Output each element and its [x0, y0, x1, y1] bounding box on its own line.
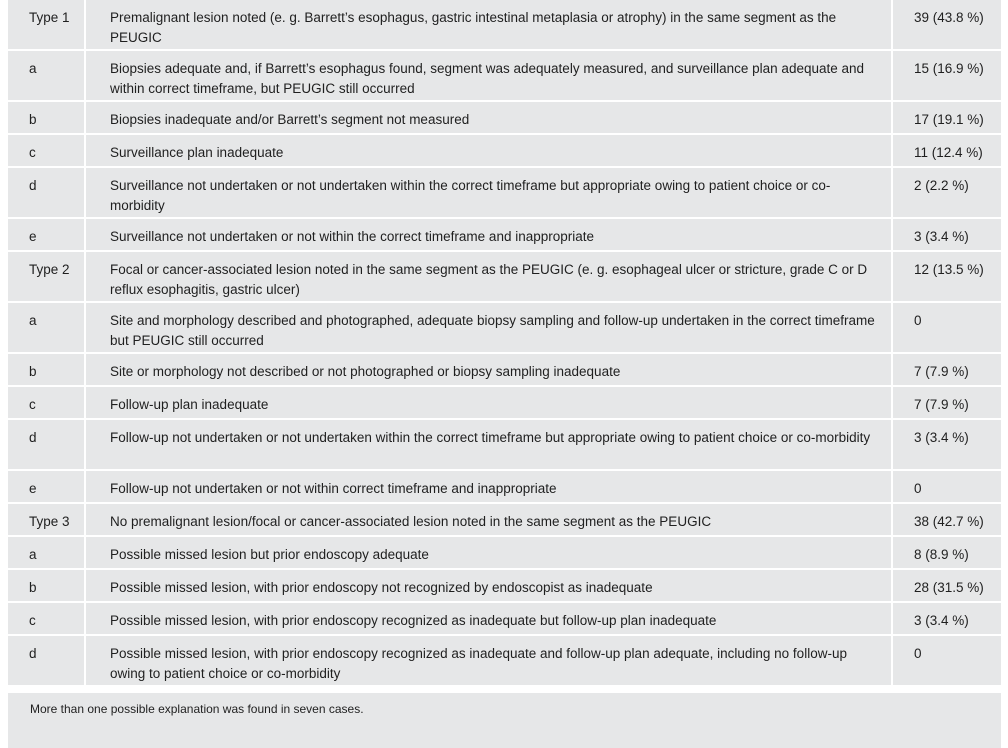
table-row — [8, 537, 1001, 570]
table-row — [8, 387, 1001, 420]
row-value: 3 (3.4 %) — [914, 613, 969, 628]
row-label: a — [8, 303, 86, 352]
row-value: 3 (3.4 %) — [914, 430, 969, 445]
row-description: Premalignant lesion noted (e. g. Barrett’s esophagus, gastric intestinal metaplasia or atrophy) in the same segment as the PEUGIC — [86, 0, 893, 49]
table-row — [8, 0, 1001, 51]
table-row — [8, 603, 1001, 636]
row-description: Possible missed lesion but prior endoscopy adequate — [86, 537, 893, 568]
row-description: Biopsies inadequate and/or Barrett’s segment not measured — [86, 102, 893, 133]
row-value: 15 (16.9 %) — [914, 61, 984, 76]
table-row — [8, 471, 1001, 504]
row-label: d — [8, 420, 86, 469]
row-description: Possible missed lesion, with prior endoscopy not recognized by endoscopist as inadequate — [86, 570, 893, 601]
row-label: a — [8, 51, 86, 100]
row-label: c — [8, 603, 86, 634]
table-row — [8, 303, 1001, 354]
table-row — [8, 51, 1001, 102]
row-label: c — [8, 387, 86, 418]
row-value: 11 (12.4 %) — [914, 145, 983, 160]
row-description: Site and morphology described and photographed, adequate biopsy sampling and follow-up undertaken in the correct timeframe but PEUGIC still occurred — [86, 303, 893, 352]
row-value: 17 (19.1 %) — [914, 112, 984, 127]
row-label: Type 1 — [8, 0, 86, 49]
row-value: 7 (7.9 %) — [914, 397, 969, 412]
row-label: b — [8, 570, 86, 601]
row-description: Follow-up not undertaken or not undertaken within the correct timeframe but appropriate owing to patient choice or co-morbidity — [86, 420, 893, 469]
row-description: Surveillance not undertaken or not undertaken within the correct timeframe but appropriate owing to patient choice or co-morbidity — [86, 168, 893, 217]
table-row — [8, 102, 1001, 135]
row-description: Possible missed lesion, with prior endoscopy recognized as inadequate but follow-up plan inadequate — [86, 603, 893, 634]
row-label: e — [8, 219, 86, 250]
row-description: Follow-up plan inadequate — [86, 387, 893, 418]
table-row — [8, 168, 1001, 219]
row-description: Possible missed lesion, with prior endoscopy recognized as inadequate and follow-up plan adequate, including no follow-up owing to patient choice or co-morbidity — [86, 636, 893, 685]
table-row — [8, 252, 1001, 303]
row-value: 28 (31.5 %) — [914, 580, 984, 595]
row-value: 2 (2.2 %) — [914, 178, 969, 193]
row-description: Surveillance not undertaken or not within the correct timeframe and inappropriate — [86, 219, 893, 250]
row-label: c — [8, 135, 86, 166]
row-value: 38 (42.7 %) — [914, 514, 984, 529]
table-row — [8, 219, 1001, 252]
table-row — [8, 570, 1001, 603]
row-description: Site or morphology not described or not photographed or biopsy sampling inadequate — [86, 354, 893, 385]
row-description: Surveillance plan inadequate — [86, 135, 893, 166]
row-label: e — [8, 471, 86, 502]
row-value: 0 — [914, 313, 922, 328]
row-value: 0 — [914, 646, 922, 661]
table-row — [8, 420, 1001, 471]
row-description: Focal or cancer-associated lesion noted in the same segment as the PEUGIC (e. g. esophageal ulcer or stricture, grade C or D reflux esophagitis, gastric ulcer) — [86, 252, 893, 301]
table-footnote: More than one possible explanation was found in seven cases. — [8, 693, 1001, 748]
table-row — [8, 135, 1001, 168]
table-row — [8, 636, 1001, 687]
row-value: 39 (43.8 %) — [914, 10, 984, 25]
row-value: 12 (13.5 %) — [914, 262, 984, 277]
row-label: b — [8, 102, 86, 133]
row-value: 0 — [914, 481, 922, 496]
row-description: Follow-up not undertaken or not within correct timeframe and inappropriate — [86, 471, 893, 502]
row-description: Biopsies adequate and, if Barrett’s esophagus found, segment was adequately measured, and surveillance plan adequate and within correct timeframe, but PEUGIC still occurred — [86, 51, 893, 100]
table-row — [8, 354, 1001, 387]
row-label: a — [8, 537, 86, 568]
row-label: d — [8, 636, 86, 685]
row-value: 3 (3.4 %) — [914, 229, 969, 244]
row-label: d — [8, 168, 86, 217]
row-label: Type 3 — [8, 504, 86, 535]
row-description: No premalignant lesion/focal or cancer-associated lesion noted in the same segment as the PEUGIC — [86, 504, 893, 535]
row-value: 7 (7.9 %) — [914, 364, 969, 379]
row-value: 8 (8.9 %) — [914, 547, 969, 562]
table-row — [8, 504, 1001, 537]
row-label: b — [8, 354, 86, 385]
classification-table — [8, 0, 1001, 687]
row-label: Type 2 — [8, 252, 86, 301]
